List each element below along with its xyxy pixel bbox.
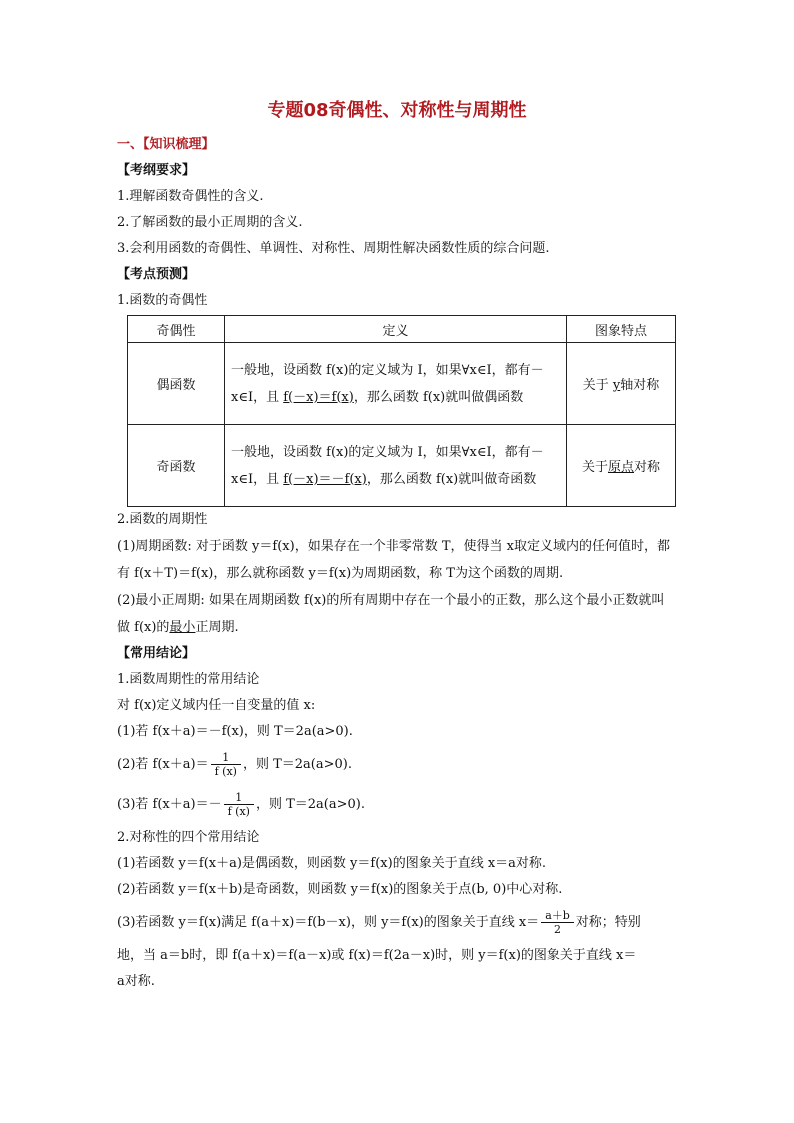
table-header: 图象特点 [567, 316, 676, 343]
subsection-title: 1.函数的奇偶性 [117, 293, 208, 308]
fraction: $\frac{1}{f (x)}$ [211, 751, 241, 778]
table-row [128, 425, 676, 507]
table-cell-definition: 一般地，设函数 f(x)的定义域为 I，如果∀x∈I，都有－x∈I，且 f(－x)＝－f(x)，那么函数 f(x)就叫做奇函数 [225, 425, 567, 507]
kaogang-item: 1.理解函数奇偶性的含义. [117, 189, 264, 204]
symmetry-line: 地，当 a＝b时，即 f(a＋x)＝f(a－x)或 f(x)＝f(2a－x)时，则 y＝f(x)的图象关于直线 x＝ [117, 948, 637, 963]
formula-line: (3)若 f(x＋a)＝－ $\frac{1}{f (x)}$ ，则 T＝2a(a>0). [117, 791, 365, 818]
table-header: 定义 [225, 316, 567, 343]
page-title: 专题08奇偶性、对称性与周期性 [267, 100, 527, 121]
table-cell-name: 偶函数 [128, 343, 225, 425]
kaogang-heading: 【考纲要求】 [117, 163, 196, 178]
table-cell-feature: 关于 y轴对称 [567, 343, 676, 425]
parity-table [127, 315, 676, 507]
period-definition: (1)周期函数: 对于函数 y＝f(x)，如果存在一个非零常数 T，使得当 x取定义域内的任何值时，都有 f(x＋T)＝f(x)，那么就称函数 y＝f(x)为周期函数，称 T为这个函数的周期. [117, 539, 670, 581]
intro-text: 对 f(x)定义域内任一自变量的值 x: [117, 698, 316, 713]
fraction: $\frac{a+b}{2}$ [541, 909, 574, 936]
symmetry-line: (3)若函数 y＝f(x)满足 f(a＋x)＝f(b－x)，则 y＝f(x)的图象关于直线 x＝ $\frac{a+b}{2}$ 对称；特别 [117, 909, 641, 936]
formula-line: (1)若 f(x＋a)＝－f(x)，则 T＝2a(a>0). [117, 724, 353, 739]
table-cell-feature: 关于原点对称 [567, 425, 676, 507]
table-row [128, 343, 676, 425]
min-period-definition: (2)最小正周期: 如果在周期函数 f(x)的所有周期中存在一个最小的正数，那么这个最小正数就叫做 f(x)的最小正周期. [117, 593, 665, 635]
subsection-title: 2.函数的周期性 [117, 512, 208, 527]
fraction: $\frac{1}{f (x)}$ [224, 791, 254, 818]
subsection-title: 2.对称性的四个常用结论 [117, 830, 260, 845]
symmetry-line: (2)若函数 y＝f(x＋b)是奇函数，则函数 y＝f(x)的图象关于点(b, 0)中心对称. [117, 882, 563, 897]
section-heading: 一、【知识梳理】 [117, 137, 215, 152]
kaogang-item: 2.了解函数的最小正周期的含义. [117, 215, 303, 230]
kaogang-item: 3.会利用函数的奇偶性、单调性、对称性、周期性解决函数性质的综合问题. [117, 241, 550, 256]
symmetry-line: a对称. [117, 974, 155, 989]
document-page [117, 96, 677, 995]
formula-line: (2)若 f(x＋a)＝ $\frac{1}{f (x)}$ ，则 T＝2a(a>0). [117, 751, 352, 778]
subsection-title: 1.函数周期性的常用结论 [117, 672, 260, 687]
table-cell-definition: 一般地，设函数 f(x)的定义域为 I，如果∀x∈I，都有－x∈I，且 f(－x)＝f(x)，那么函数 f(x)就叫做偶函数 [225, 343, 567, 425]
symmetry-line: (1)若函数 y＝f(x＋a)是偶函数，则函数 y＝f(x)的图象关于直线 x＝a对称. [117, 856, 547, 871]
table-cell-name: 奇函数 [128, 425, 225, 507]
table-header: 奇偶性 [128, 316, 225, 343]
kaodian-heading: 【考点预测】 [117, 267, 196, 282]
changyong-heading: 【常用结论】 [117, 646, 196, 661]
